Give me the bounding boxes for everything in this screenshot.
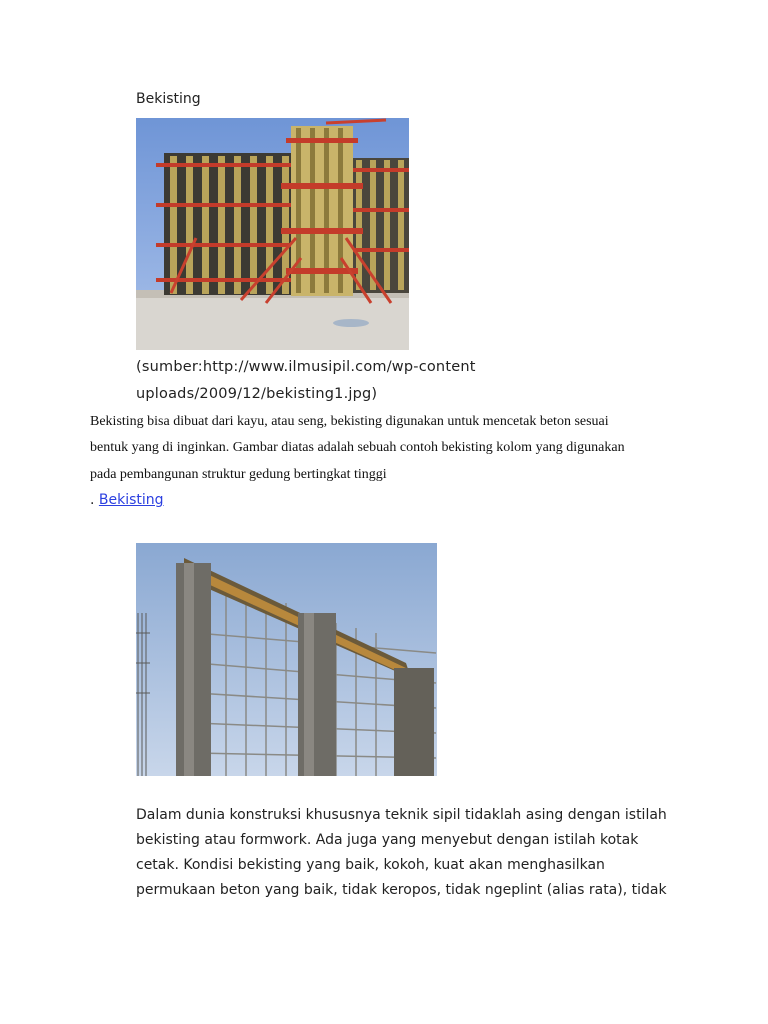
formwork-photo-1 — [136, 118, 409, 350]
paragraph2-line1: Dalam dunia konstruksi khususnya teknik sipil tidaklah asing dengan istilah — [136, 807, 667, 823]
figure1-caption-line2: uploads/2009/12/bekisting1.jpg) — [136, 386, 378, 402]
paragraph2-line2: bekisting atau formwork. Ada juga yang menyebut dengan istilah kotak — [136, 832, 639, 848]
formwork-photo-2-image — [136, 543, 437, 776]
page-heading: Bekisting — [136, 91, 201, 107]
formwork-photo-2 — [136, 543, 437, 776]
link-prefix: . — [90, 492, 99, 508]
paragraph2-line3: cetak. Kondisi bekisting yang baik, kokoh, kuat akan menghasilkan — [136, 857, 605, 873]
link-line — [90, 492, 164, 508]
bekisting-link[interactable]: Bekisting — [98, 492, 164, 508]
paragraph1-line1: Bekisting bisa dibuat dari kayu, atau seng, bekisting digunakan untuk mencetak beton sesuai — [90, 414, 609, 429]
formwork-photo-1-image — [136, 118, 409, 350]
paragraph2-line4: permukaan beton yang baik, tidak keropos, tidak ngeplint (alias rata), tidak — [136, 882, 667, 898]
paragraph1-line2: bentuk yang di inginkan. Gambar diatas adalah sebuah contoh bekisting kolom yang digunakan — [90, 440, 625, 455]
paragraph1-line3: pada pembangunan struktur gedung bertingkat tinggi — [90, 467, 387, 482]
figure1-caption-line1: (sumber:http://www.ilmusipil.com/wp-content — [136, 359, 476, 375]
